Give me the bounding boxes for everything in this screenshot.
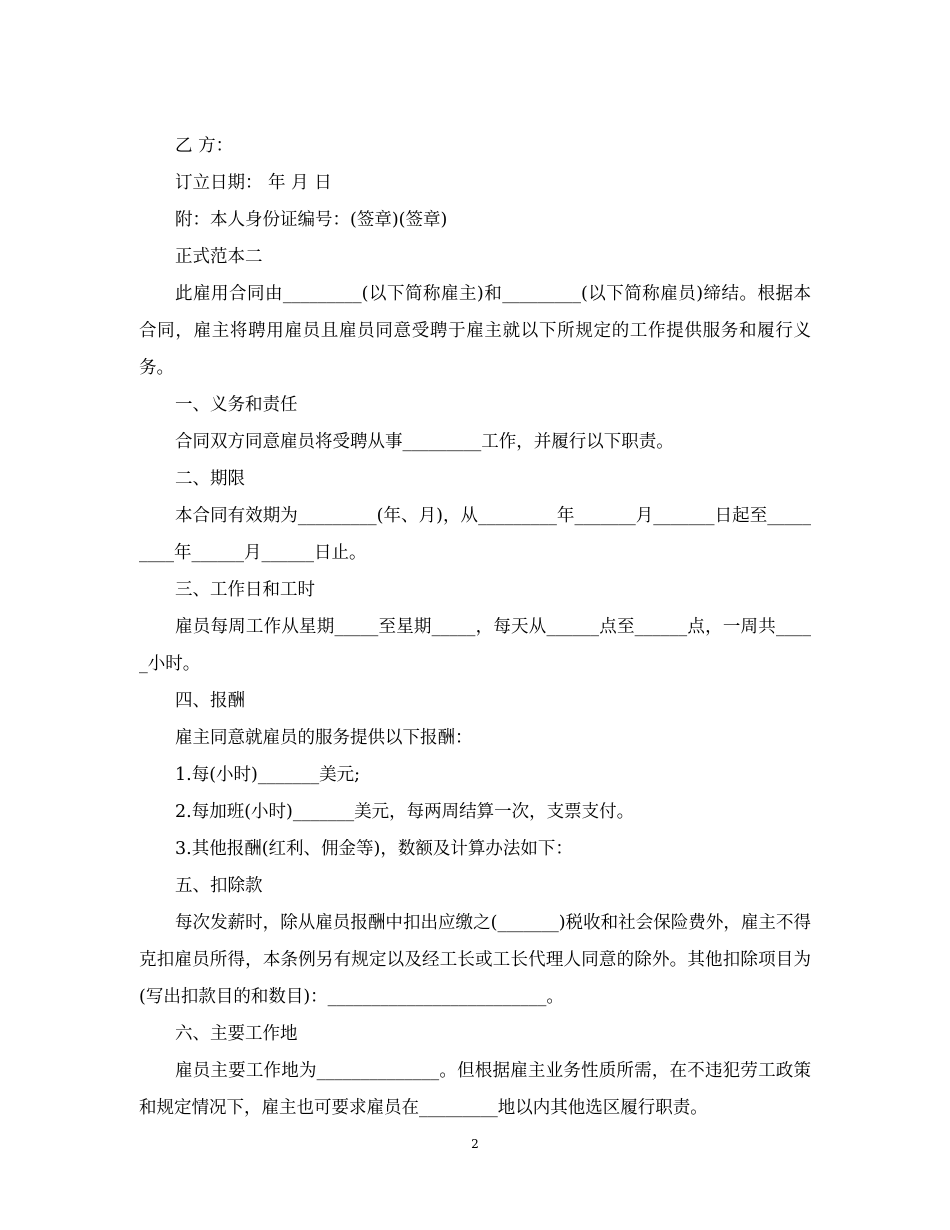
contract-intro-paragraph: 此雇用合同由_________(以下简称雇主)和_________(以下简称雇员)缔结。根据本合同，雇主将聘用雇员且雇员同意受聘于雇主就以下所规定的工作提供服务和履行义务。 [139,284,811,378]
id-number-line: 附：本人身份证编号：(签章)(签章) [175,210,448,230]
pay-item-overtime: 2.每加班(小时)_______美元，每两周结算一次，支票支付。 [175,802,635,822]
document-body [139,128,811,1127]
deductions-paragraph: 每次发薪时，除从雇员报酬中扣出应缴之(_______)税收和社会保险费外，雇主不得克扣雇员所得，本条例另有规定以及经工长或工长代理人同意的除外。其他扣除项目为(写出扣款目的和数目)：_________________________。 [139,913,811,1007]
duties-paragraph: 合同双方同意雇员将受聘从事_________工作，并履行以下职责。 [175,432,674,452]
pay-item-other: 3.其他报酬(红利、佣金等)，数额及计算办法如下： [175,839,573,859]
term-paragraph: 本合同有效期为_________(年、月)，从_________年_______月_______日起至_________年______月______日止。 [139,506,811,563]
template-heading: 正式范本二 [175,247,263,267]
pay-item-hourly: 1.每(小时)_______美元; [175,765,360,785]
party-b-line: 乙 方： [175,136,234,156]
page-number: 2 [471,1137,479,1151]
section-heading-workplace: 六、主要工作地 [175,1024,298,1044]
section-heading-pay: 四、报酬 [175,691,245,711]
pay-intro-paragraph: 雇主同意就雇员的服务提供以下报酬： [175,728,473,748]
hours-paragraph: 雇员每周工作从星期_____至星期_____，每天从______点至______点，一周共_____小时。 [139,617,811,674]
signing-date-line: 订立日期： 年 月 日 [175,173,332,193]
section-heading-term: 二、期限 [175,469,245,489]
section-heading-duties: 一、义务和责任 [175,395,298,415]
workplace-paragraph: 雇员主要工作地为______________。但根据雇主业务性质所需，在不违犯劳工政策和规定情况下，雇主也可要求雇员在_________地以内其他选区履行职责。 [139,1061,811,1118]
section-heading-deductions: 五、扣除款 [175,876,263,896]
section-heading-hours: 三、工作日和工时 [175,580,315,600]
